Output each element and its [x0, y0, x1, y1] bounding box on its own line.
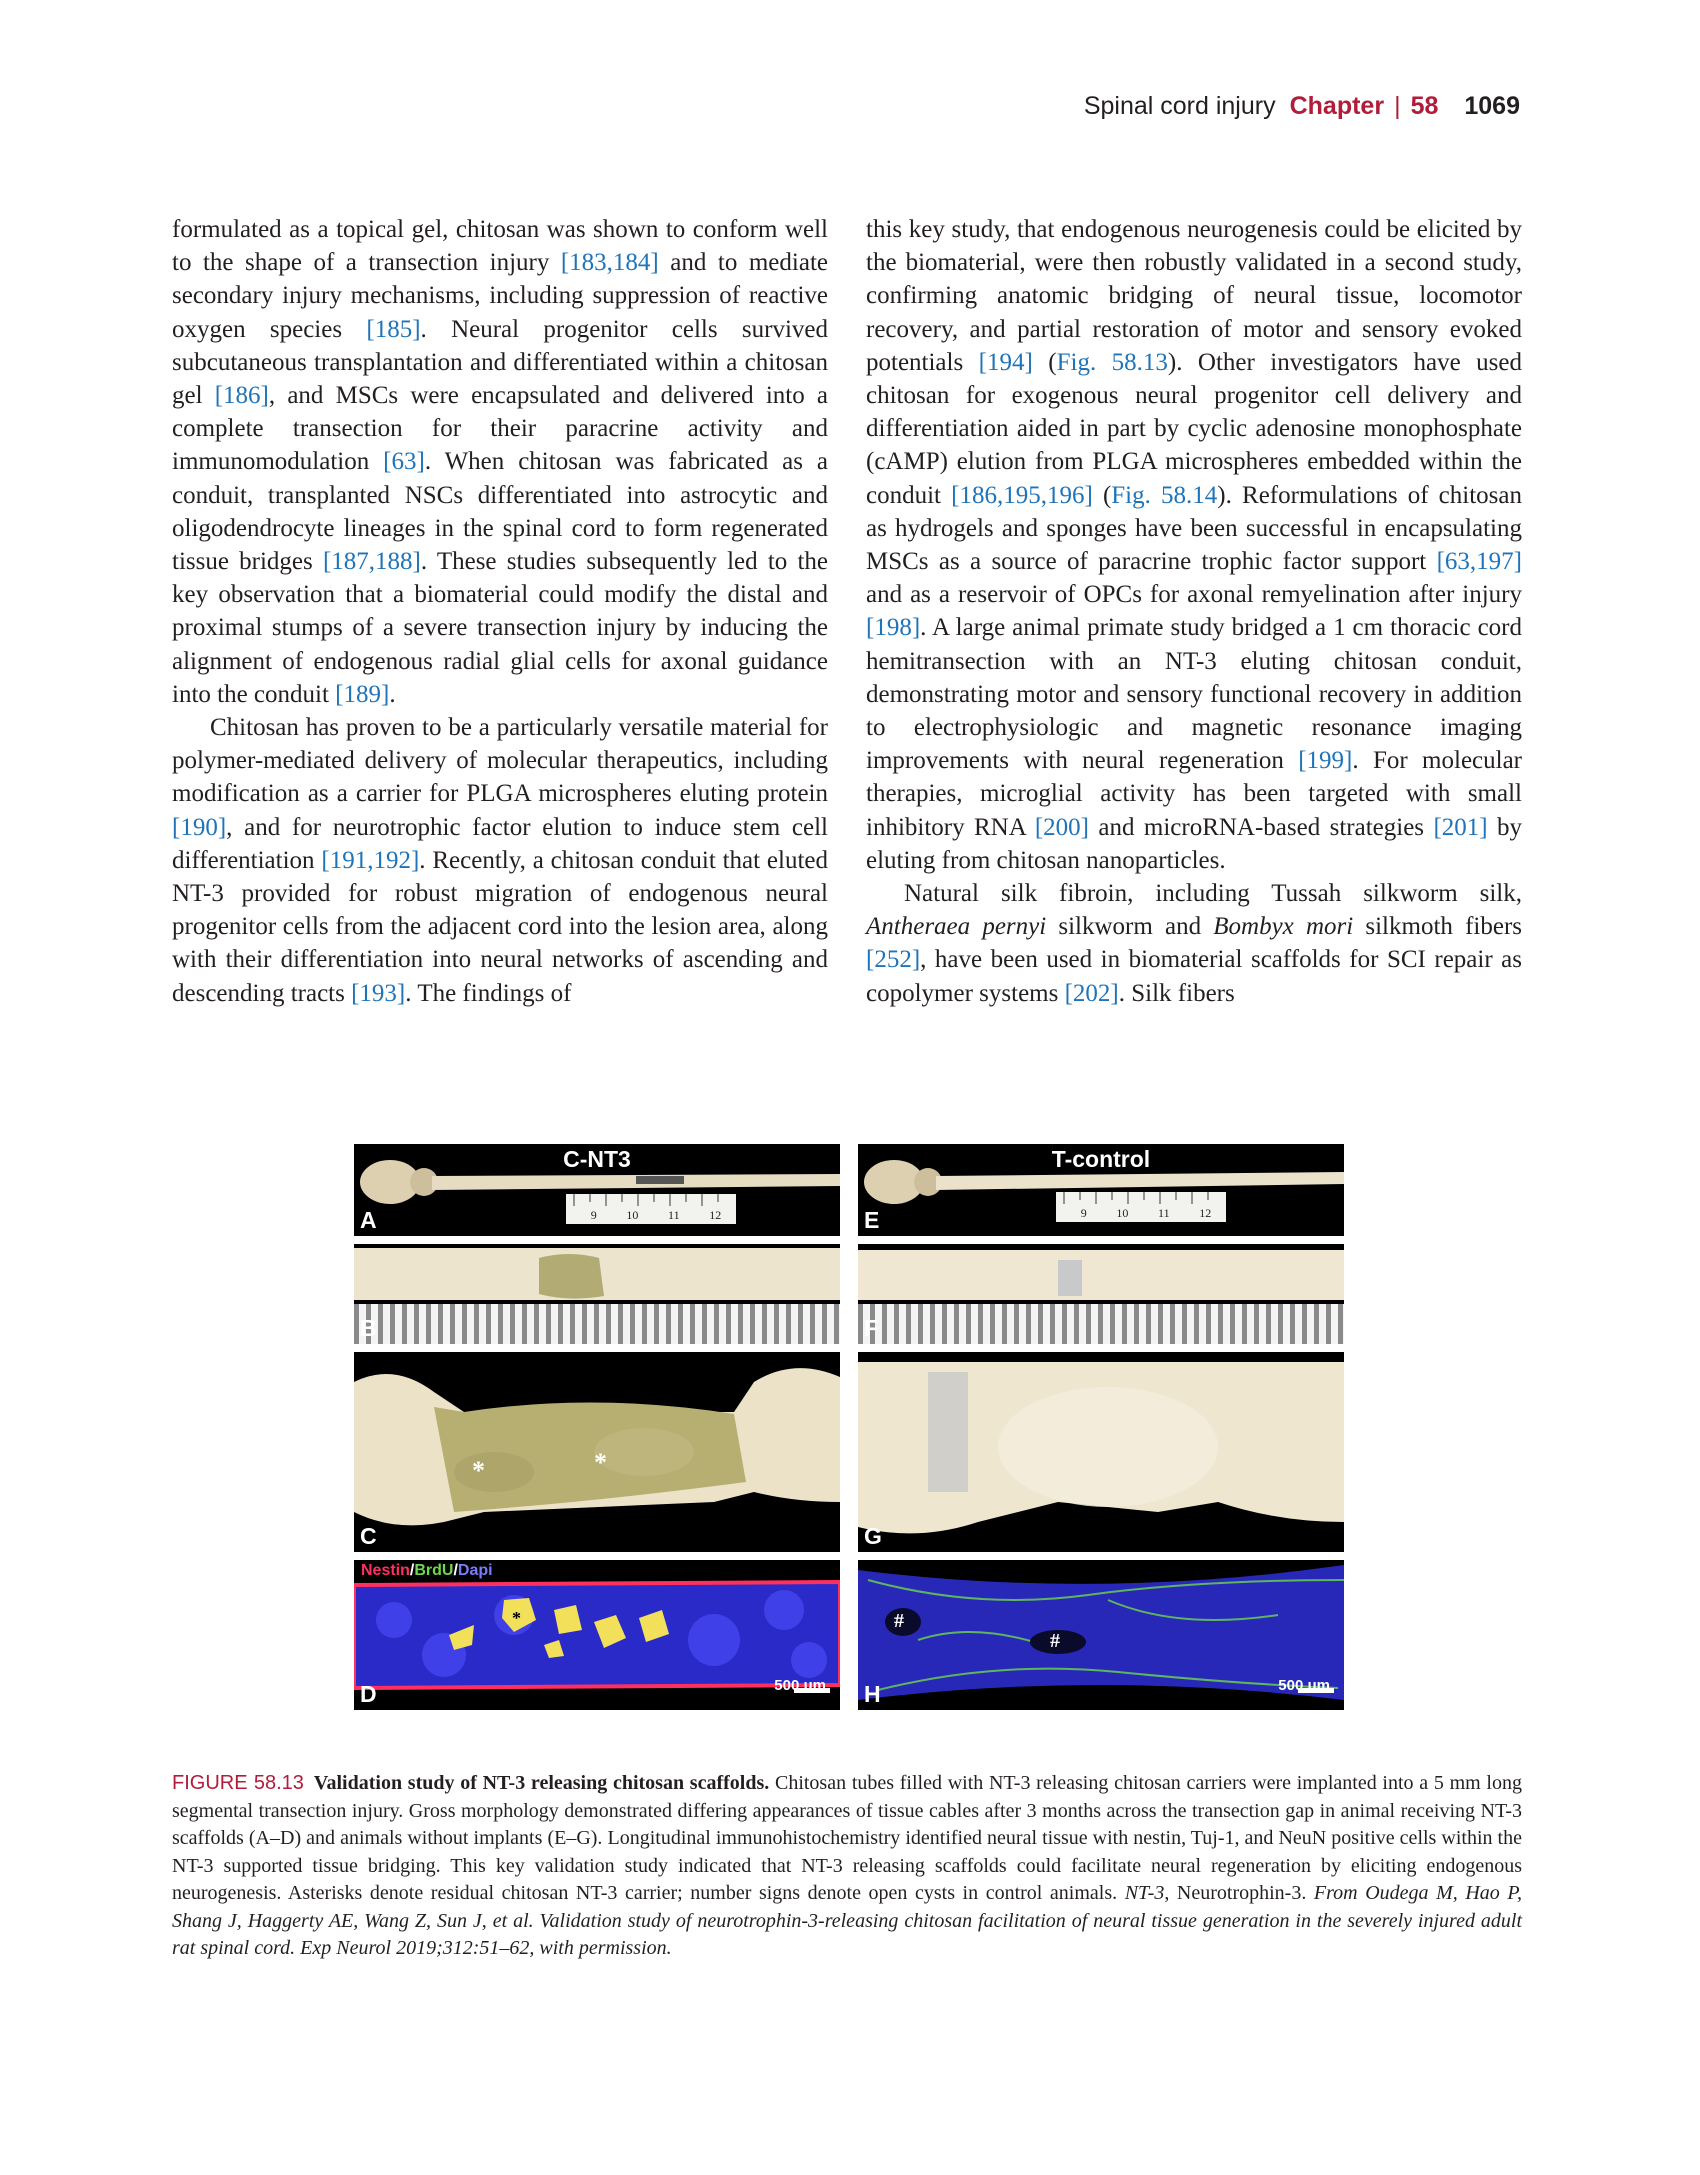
italic-text: Bombyx mori: [1213, 913, 1354, 941]
stain-separator: /: [409, 1562, 415, 1579]
scalebar-label: 500 μm: [1278, 1677, 1330, 1694]
panel-d: [354, 1560, 840, 1710]
citation-link[interactable]: [186]: [214, 382, 269, 410]
cyst-mark: #: [1050, 1630, 1060, 1652]
text-run: (: [1032, 348, 1057, 376]
citation-link[interactable]: Fig. 58.13: [1056, 348, 1168, 376]
text-run: silkworm and: [1046, 913, 1214, 941]
text-run: , have been used in biomaterial scaffolds for SCI repair as copolymer systems: [866, 946, 1522, 1007]
citation-link[interactable]: [202]: [1064, 979, 1119, 1007]
citation-link[interactable]: [193]: [351, 979, 406, 1007]
italic-text: From Oudega M, Hao P, Shang J, Haggerty AE, Wang Z, Sun J, et al. Validation study of neurotrophin-3-releasing chitosan facilitation of neural tissue generation in the severely injured adult rat spinal cord. Exp Neurol 2019;312:51–62, with permission.: [172, 1882, 1522, 1959]
citation-link[interactable]: [186,195,196]: [951, 481, 1093, 509]
citation-link[interactable]: [201]: [1433, 813, 1488, 841]
stain-dapi: Dapi: [457, 1562, 493, 1579]
figure-title: Validation study of NT-3 releasing chitosan scaffolds.: [313, 1772, 770, 1794]
chapter-word: Chapter: [1289, 92, 1385, 120]
page-number: 1069: [1464, 92, 1520, 120]
text-run: by eluting from chitosan nanoparticles.: [866, 813, 1523, 874]
citation-link[interactable]: [191,192]: [321, 846, 420, 874]
ruler-tick: 12: [709, 1208, 722, 1222]
carrier-asterisk: *: [594, 1448, 607, 1477]
paragraph: [172, 711, 828, 1010]
text-run: . These studies subsequently led to the key observation that a biomaterial could modify the distal and proximal stumps of a severe transection injury by inducing the alignment of endogenous radial glial cells for axonal guidance into the conduit: [172, 548, 829, 708]
stain-brdu: BrdU: [414, 1562, 454, 1579]
panel-label: G: [864, 1523, 882, 1549]
stain-legend: [358, 1562, 496, 1580]
text-run: , Neurotrophin-3.: [1164, 1882, 1314, 1904]
text-run: . A large animal primate study bridged a 1 cm thoracic cord hemitransection with an NT-3 eluting chitosan conduit, demonstrating motor and sensory functional recovery in addition to electrophysiologic and magnetic resonance imaging improvements with neural regeneration: [866, 614, 1522, 775]
text-run: , and for neurotrophic factor elution to induce stem cell differentiation: [172, 813, 828, 874]
text-run: , and MSCs were encapsulated and delivered into a complete transection for their paracrine activity and immunomodulation: [172, 382, 828, 476]
text-run: and to mediate secondary injury mechanisms, including suppression of reactive oxygen species: [172, 249, 828, 343]
text-run: . Recently, a chitosan conduit that eluted NT-3 provided for robust migration of endogenous neural progenitor cells from the adjacent cord into the lesion area, along with their differentiation into neural networks of ascending and descending tracts: [172, 846, 829, 1007]
text-run: . When chitosan was fabricated as a conduit, transplanted NSCs differentiated into astrocytic and oligodendrocyte lineages in the spinal cord to form regenerated tissue bridges: [172, 448, 829, 576]
text-run: (: [1092, 481, 1112, 509]
right-text-column: [866, 213, 1522, 1010]
italic-text: Antheraea pernyi: [866, 913, 1047, 941]
text-run: . The findings of: [405, 979, 572, 1007]
figure-58-13: [354, 1144, 1344, 1752]
panel-label: C: [360, 1523, 377, 1549]
left-text-column: [172, 213, 828, 1010]
text-run: formulated as a topical gel, chitosan was shown to conform well to the shape of a transection injury: [172, 216, 828, 277]
citation-link[interactable]: Fig. 58.14: [1111, 481, 1218, 509]
text-run: .: [389, 680, 396, 708]
panel-label: A: [360, 1207, 377, 1233]
stain-nestin: Nestin: [361, 1562, 410, 1579]
ruler-tick: 9: [1080, 1206, 1087, 1220]
ruler-tick: 10: [626, 1208, 639, 1222]
citation-link[interactable]: [252]: [866, 946, 921, 974]
paragraph: [866, 213, 1522, 877]
panel-e: [858, 1144, 1344, 1236]
ruler-tick: 11: [1158, 1206, 1170, 1220]
running-title: Spinal cord injury: [1083, 92, 1276, 120]
text-run: Chitosan tubes filled with NT-3 releasing chitosan carriers were implanted into a 5 mm long segmental transection injury. Gross morphology demonstrated differing appearances of tissue cables after 3 months across the transection gap in animal receiving NT-3 scaffolds (A–D) and animals without implants (E–G). Longitudinal immunohistochemistry identified neural tissue with nestin, Tuj-1, and NeuN positive cells within the NT-3 supported tissue bridging. This key validation study indicated that NT-3 releasing scaffolds could facilitate neural regeneration by eliciting endogenous neurogenesis. Asterisks denote residual chitosan NT-3 carrier; number signs denote open cysts in control animals.: [172, 1772, 1522, 1904]
ruler-tick: 10: [1116, 1206, 1129, 1220]
citation-link[interactable]: [183,184]: [560, 249, 659, 277]
text-run: and as a reservoir of OPCs for axonal remyelination after injury: [866, 581, 1522, 609]
panel-label: F: [864, 1315, 879, 1341]
panel-g: [858, 1352, 1344, 1552]
citation-link[interactable]: [187,188]: [322, 548, 421, 576]
citation-link[interactable]: [200]: [1034, 813, 1089, 841]
paragraph: [866, 877, 1522, 1010]
panel-label: B: [360, 1315, 377, 1341]
citation-link[interactable]: [194]: [978, 348, 1033, 376]
text-run: . Neural progenitor cells survived subcutaneous transplantation and differentiated within a chitosan gel: [172, 315, 828, 410]
text-run: ). Reformulations of chitosan as hydrogels and sponges have been successful in encapsulating MSCs as a source of paracrine trophic factor support: [866, 481, 1522, 576]
citation-link[interactable]: [199]: [1298, 747, 1353, 775]
text-run: . Silk fibers: [1118, 979, 1235, 1007]
citation-link[interactable]: [190]: [172, 813, 227, 841]
stain-separator: /: [453, 1562, 458, 1579]
text-run: Natural silk fibroin, including Tussah silkworm silk,: [904, 880, 1522, 908]
ruler-ticks: [1066, 1206, 1226, 1221]
cyst-mark: #: [894, 1610, 904, 1632]
carrier-asterisk: *: [472, 1456, 485, 1485]
running-header: [1084, 92, 1520, 121]
citation-link[interactable]: [185]: [366, 315, 421, 343]
ruler-tick: 12: [1199, 1206, 1212, 1220]
scalebar-label: 500 μm: [774, 1677, 826, 1694]
ruler-tick: 11: [668, 1208, 680, 1222]
panel-f: [858, 1244, 1344, 1344]
figure-label: FIGURE 58.13: [172, 1772, 304, 1794]
figure-caption: [172, 1770, 1522, 1963]
panel-c: [354, 1352, 840, 1552]
text-run: silkmoth fibers: [1353, 913, 1522, 941]
panel-label: D: [360, 1681, 377, 1707]
panel-b: [354, 1244, 840, 1344]
header-separator: |: [1394, 92, 1401, 120]
panel-title-left: C-NT3: [563, 1146, 631, 1172]
paragraph: [172, 213, 828, 711]
ruler-tick: 9: [590, 1208, 597, 1222]
citation-link[interactable]: [63]: [383, 448, 425, 476]
citation-link[interactable]: [189]: [335, 680, 390, 708]
panel-h: [858, 1560, 1344, 1710]
chapter-number: 58: [1410, 92, 1439, 120]
caption-text: [172, 1772, 1522, 1959]
panel-title-right: T-control: [1051, 1146, 1151, 1172]
text-run: . For molecular therapies, microglial activity has been targeted with small inhibitory RNA: [866, 747, 1522, 841]
ruler-ticks: [576, 1208, 736, 1223]
carrier-asterisk: *: [512, 1608, 521, 1628]
italic-text: NT-3: [1124, 1882, 1165, 1904]
citation-link[interactable]: [198]: [866, 614, 921, 642]
text-run: and microRNA-based strategies: [1088, 813, 1434, 841]
text-run: this key study, that endogenous neurogenesis could be elicited by the biomaterial, were then robustly validated in a second study, confirming anatomic bridging of neural tissue, locomotor recovery, and partial restoration of motor and sensory evoked potentials: [866, 216, 1522, 376]
panel-label: E: [864, 1207, 880, 1233]
panel-a: [354, 1144, 840, 1236]
text-run: Chitosan has proven to be a particularly versatile material for polymer-mediated delivery of molecular therapeutics, including modification as a carrier for PLGA microspheres eluting protein: [172, 714, 828, 808]
citation-link[interactable]: [63,197]: [1436, 548, 1522, 576]
panel-label: H: [864, 1681, 881, 1707]
text-run: ). Other investigators have used chitosan for exogenous neural progenitor cell delivery and differentiation aided in part by cyclic adenosine monophosphate (cAMP) elution from PLGA microspheres embedded within the conduit: [866, 348, 1522, 509]
